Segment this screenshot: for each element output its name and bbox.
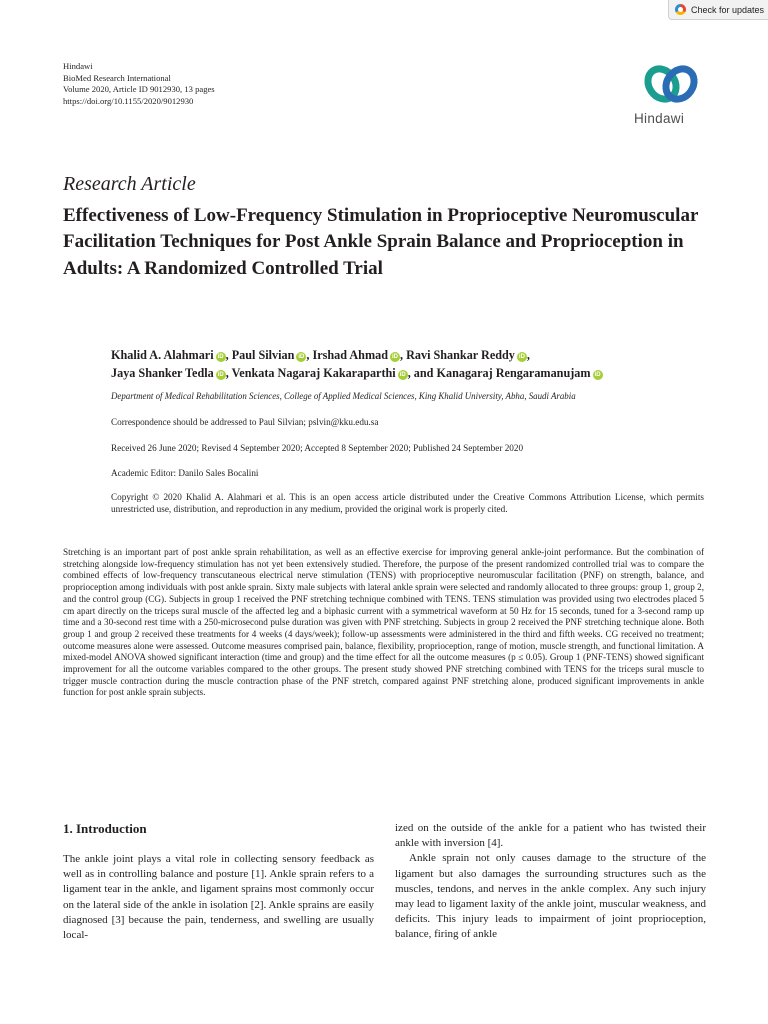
body-paragraph: Ankle sprain not only causes damage to the structure of the ligament but also damages the surrounding structures such as the muscles, tendons, and nerves in the ankle complex. Any such injury may lead to ligament laxity of the ankle joint, muscular weakness, and deficits. This injury leads to impairment of joint proprioception, balance, firing of ankle: [395, 852, 706, 941]
orcid-icon[interactable]: iD: [399, 372, 406, 378]
author-line-2: Jaya Shanker Tedla iD , Venkata Nagaraj Kakaraparthi iD , and Kanagaraj Rengaramanujam iD: [111, 366, 601, 380]
hindawi-logo-icon: [632, 62, 712, 142]
orcid-icon[interactable]: iD: [391, 354, 398, 360]
check-for-updates-label: Check for updates: [691, 4, 765, 15]
crossmark-icon: [675, 4, 686, 15]
section-heading-introduction: 1. Introduction: [63, 821, 147, 836]
and-word: and: [413, 366, 434, 380]
orcid-icon[interactable]: iD: [594, 372, 601, 378]
hindawi-wordmark: Hindawi: [634, 111, 685, 126]
correspondence: Correspondence should be addressed to Paul Silvian; pslvin@kku.edu.sa: [111, 417, 379, 427]
body-column-right: [395, 821, 706, 943]
article-title: Effectiveness of Low-Frequency Stimulation in Proprioceptive Neuromuscular Facilitation Techniques for Post Ankle Sprain Balance and Proprioception in Adults: A Randomized Controlled Trial: [63, 205, 699, 279]
orcid-icon[interactable]: iD: [217, 372, 224, 378]
check-for-updates-button[interactable]: [668, 0, 768, 20]
body-paragraph: ized on the outside of the ankle for a patient who has twisted their ankle with inversion [4].: [395, 822, 706, 850]
author-name[interactable]: Khalid A. Alahmari: [111, 348, 214, 362]
doi-link[interactable]: https://doi.org/10.1155/2020/9012930: [63, 95, 194, 106]
author-line-1: Khalid A. Alahmari iD , Paul Silvian iD , Irshad Ahmad iD , Ravi Shankar Reddy iD ,: [111, 348, 530, 362]
volume-line: Volume 2020, Article ID 9012930, 13 pages: [63, 84, 215, 95]
journal-name: BioMed Research International: [63, 72, 171, 83]
author-name[interactable]: Jaya Shanker Tedla: [111, 366, 214, 380]
abstract: Stretching is an important part of post ankle sprain rehabilitation, as well as an effective exercise for improving general ankle-joint performance. But the combination of stretching alongside low-frequency stimulation has not yet been extensively studied. Therefore, the purpose of the present randomized controlled trial was to compare the combined effects of low-frequency transcutaneous electrical nerve stimulation (TENS) with proprioceptive neuromuscular facilitation (PNF) on strength, balance, and proprioception among individuals with post ankle sprain. Sixty male subjects with lateral ankle sprain were selected and randomly allocated to three groups: group 1, group 2, and the control group (CG). Subjects in group 1 received the PNF stretching technique combined with TENS. TENS stimulation was provided using two electrodes placed 5 cm apart directly on the triceps sural muscle of the affected leg and a biphasic current with a symmetrical waveform at 50 Hz for 15 seconds, tuned for a 3-second ramp up time and a 30-second rest time with a 250-microsecond pulse duration was given with PNF stretching. Subjects in group 2 received the PNF stretching technique alone. Both group 1 and group 2 received these treatments for 4 weeks (4 days/week); follow-up assessments were administered in the third and fifth weeks. CG received no treatment; outcome measures alone were assessed. Outcome measures comprised pain, balance, flexibility, proprioception, range of motion, muscle strength, and functional limitation. A mixed-model ANOVA showed significant interaction (time and group) and the time effect for all the outcome measures (p ≤ 0.05). Group 1 (PNF-TENS) showed significant improvement for all the outcome variables compared to the other groups. The present study showed PNF stretching combined with TENS for the triceps sural muscle to trigger muscle contraction during the muscle contraction phase of the PNF stretch, compared against PNF stretching alone, produced significant improvements in ankle function for post ankle sprain subjects.: [63, 547, 704, 698]
body-paragraph: The ankle joint plays a vital role in collecting sensory feedback as well as in controlling balance and posture [1]. Ankle sprain refers to a ligament tear in the ankle, and ligament sprains most commonly occur on the lateral side of the ankle in isolation [2]. Ankle sprains are easily diagnosed [3] because the pain, tenderness, and swelling are usually local-: [63, 853, 374, 942]
orcid-icon[interactable]: iD: [298, 354, 305, 360]
academic-editor: Academic Editor: Danilo Sales Bocalini: [111, 468, 259, 478]
orcid-icon[interactable]: iD: [518, 354, 525, 360]
copyright-notice: Copyright © 2020 Khalid A. Alahmari et al. This is an open access article distributed under the Creative Commons Attribution License, which permits unrestricted use, distribution, and reproduction in any medium, provided the original work is properly cited.: [111, 492, 704, 515]
body-column-left: [63, 852, 374, 943]
affiliation: Department of Medical Rehabilitation Sciences, College of Applied Medical Sciences, King Khalid University, Abha, Saudi Arabia: [111, 391, 576, 401]
orcid-icon[interactable]: iD: [217, 354, 224, 360]
publication-dates: Received 26 June 2020; Revised 4 September 2020; Accepted 8 September 2020; Published 24 September 2020: [111, 443, 524, 453]
publisher-name: Hindawi: [63, 61, 93, 71]
author-name[interactable]: Kanagaraj Rengaramanujam: [436, 366, 591, 380]
author-name[interactable]: Irshad Ahmad: [312, 348, 388, 362]
author-name[interactable]: Ravi Shankar Reddy: [406, 348, 515, 362]
author-name[interactable]: Venkata Nagaraj Kakaraparthi: [231, 366, 396, 380]
journal-header: [63, 61, 215, 107]
article-type: Research Article: [63, 173, 196, 195]
author-name[interactable]: Paul Silvian: [231, 348, 295, 362]
author-list: [111, 346, 711, 382]
